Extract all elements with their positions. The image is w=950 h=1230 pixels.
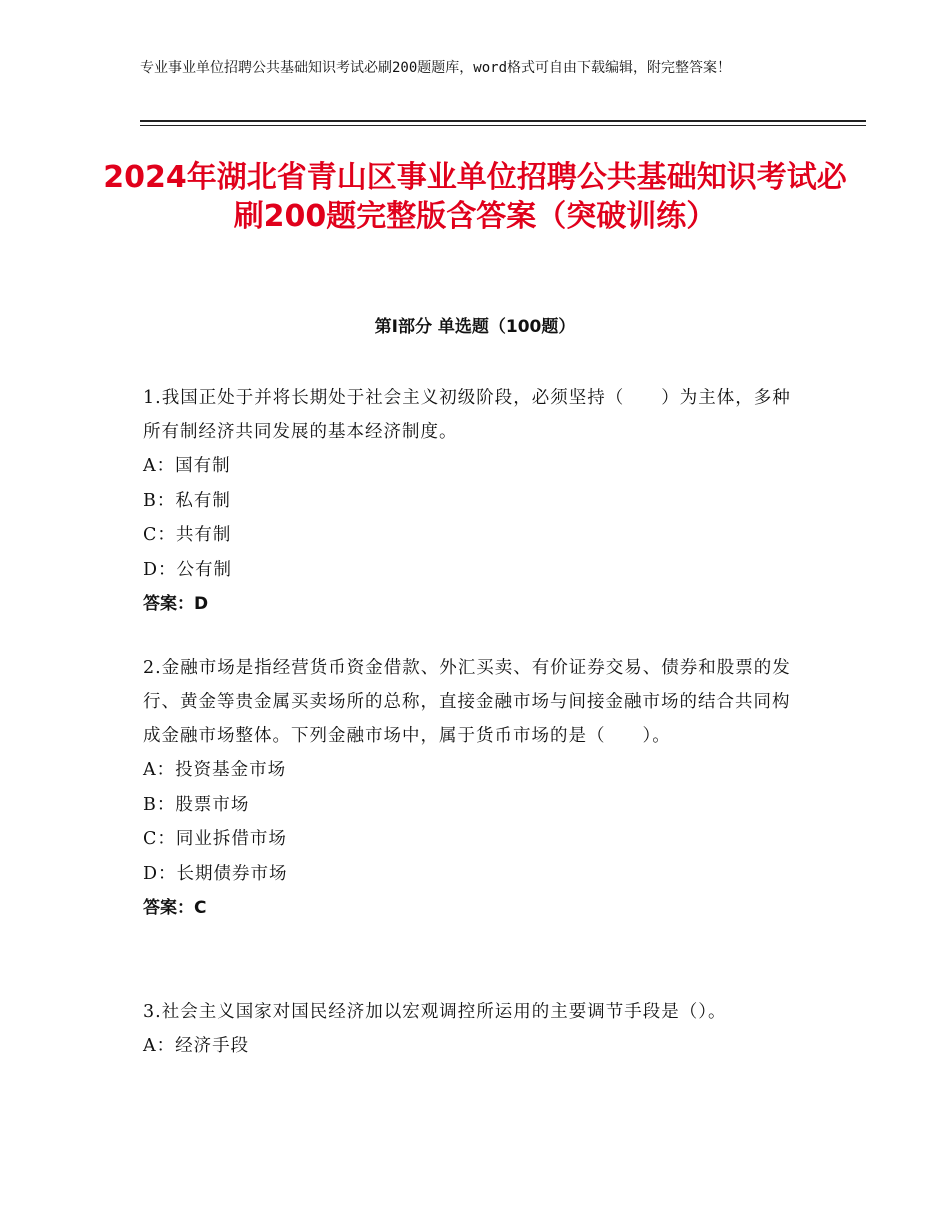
answer-line: 答案：C bbox=[143, 898, 207, 918]
question-3 bbox=[143, 995, 803, 1064]
section-title: 第Ⅰ部分 单选题（100题） bbox=[374, 317, 576, 337]
question-stem: 3.社会主义国家对国民经济加以宏观调控所运用的主要调节手段是（）。 bbox=[143, 1002, 727, 1022]
question-1 bbox=[143, 381, 803, 621]
option-c: C：同业拆借市场 bbox=[143, 829, 287, 849]
document-title: 2024年湖北省青山区事业单位招聘公共基础知识考试必刷200题完整版含答案（突破训练） bbox=[103, 160, 847, 234]
option-d: D：长期债券市场 bbox=[143, 863, 288, 884]
answer-line: 答案：D bbox=[143, 594, 209, 614]
option-a: A：国有制 bbox=[143, 456, 231, 476]
option-c: C：共有制 bbox=[143, 525, 232, 545]
option-b: B：股票市场 bbox=[143, 794, 250, 815]
option-b: B：私有制 bbox=[143, 490, 231, 511]
option-a: A：经济手段 bbox=[143, 1036, 250, 1056]
option-a: A：投资基金市场 bbox=[143, 760, 287, 780]
header-rule-thin bbox=[140, 125, 866, 126]
question-2 bbox=[143, 651, 803, 925]
option-d: D：公有制 bbox=[143, 559, 233, 580]
header-rule-thick bbox=[140, 120, 866, 122]
question-stem: 2.金融市场是指经营货币资金借款、外汇买卖、有价证券交易、债券和股票的发行、黄金等贵金属买卖场所的总称，直接金融市场与间接金融市场的结合共同构成金融市场整体。下列金融市场中，属于货币市场的是（ ）。 bbox=[143, 658, 791, 746]
question-stem: 1.我国正处于并将长期处于社会主义初级阶段，必须坚持（ ）为主体，多种所有制经济共同发展的基本经济制度。 bbox=[143, 388, 791, 442]
header-note: 专业事业单位招聘公共基础知识考试必刷200题题库，word格式可自由下载编辑，附完整答案！ bbox=[140, 60, 731, 76]
